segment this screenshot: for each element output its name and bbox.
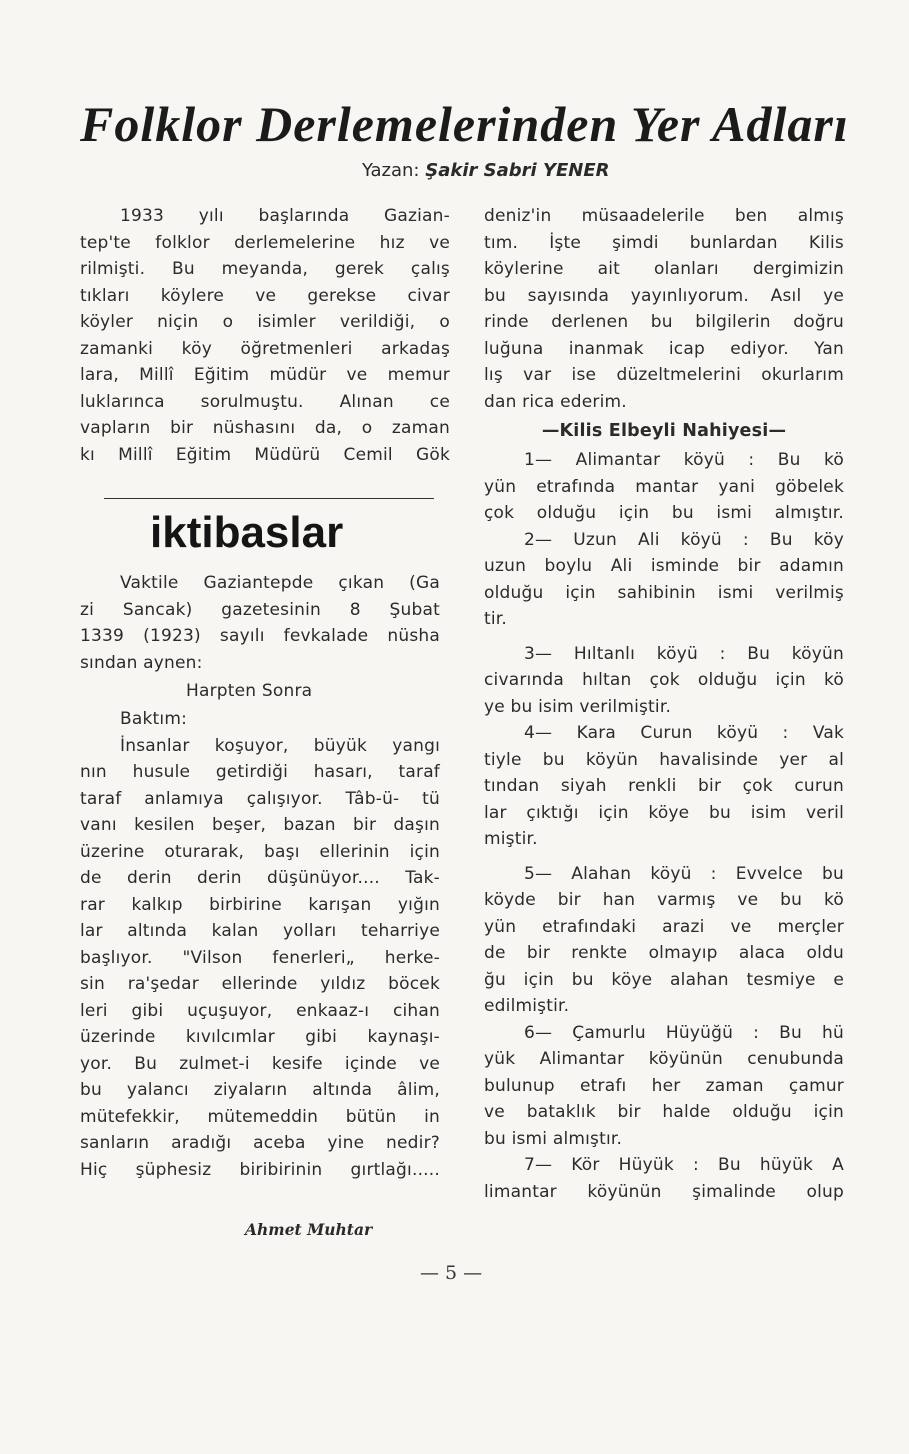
poem-line: nın husule getirdiği hasarı, taraf xyxy=(80,762,440,782)
entry-line: olduğu için sahibinin ismi verilmiş xyxy=(484,582,844,603)
poem-line: lar altında kalan yolları teharriye xyxy=(80,921,440,941)
poem-line: üzerinde kıvılcımlar gibi kaynaşı- xyxy=(80,1027,440,1047)
text-line: lış var ise düzeltmelerini okurlarım xyxy=(484,365,844,385)
poem-line: yor. Bu zulmet-i kesife içinde ve xyxy=(80,1053,440,1074)
entry-line: yük Alimantar köyünün cenubunda xyxy=(484,1049,844,1069)
entry-line: bulunup etrafı her zaman çamur xyxy=(484,1075,844,1096)
text-line: dan rica ederim. xyxy=(484,391,627,412)
poem-line: vanı kesilen beşer, bazan bir daşın xyxy=(80,815,440,835)
right-column xyxy=(484,203,844,1205)
entry-line: çok olduğu için bu ismi almıştır. xyxy=(484,503,844,523)
poem-line: Hiç şüphesiz biribirinin gırtlağı..... xyxy=(80,1159,440,1180)
byline-author: Şakir Sabri YENER xyxy=(425,160,610,181)
entry-line: limantar köyünün şimalinde olup xyxy=(484,1181,844,1202)
poem-line: rar kalkıp birbirine karışan yığın xyxy=(80,894,440,915)
text-line: luklarınca sorulmuştu. Alınan ce xyxy=(80,391,450,412)
left-column-quote xyxy=(80,570,440,1183)
entry-line: köyde bir han varmış ve bu kö xyxy=(484,890,844,910)
paragraph-gap xyxy=(484,853,844,861)
entry-line: 1— Alimantar köyü : Bu kö xyxy=(524,450,844,470)
section-heading: iktibaslar xyxy=(150,508,344,557)
byline xyxy=(362,160,610,181)
text-line: lara, Millî Eğitim müdür ve memur xyxy=(80,365,450,385)
poem-line: de derin derin düşünüyor.... Tak- xyxy=(80,868,440,888)
poem-line: sanların aradığı aceba yine nedir? xyxy=(80,1133,440,1153)
poem-line: mütefekkir, mütemeddin bütün in xyxy=(80,1106,440,1127)
entry-line: lar çıktığı için köye bu isim veril xyxy=(484,802,844,823)
left-column-intro xyxy=(80,203,450,468)
text-line: köylerine ait olanları dergimizin xyxy=(484,259,844,279)
article-title: Folklor Derlemelerinden Yer Adları xyxy=(80,96,849,152)
entry-line: tından siyah renkli bir çok curun xyxy=(484,776,844,796)
text-line: Vaktile Gaziantepde çıkan (Ga xyxy=(120,573,440,593)
text-line: zi Sancak) gazetesinin 8 Şubat xyxy=(80,599,440,620)
entry-line: tir. xyxy=(484,609,508,629)
text-line: sından aynen: xyxy=(80,652,203,673)
entry-line: uzun boylu Ali isminde bir adamın xyxy=(484,556,844,576)
entry-line: 2— Uzun Ali köyü : Bu köy xyxy=(524,529,844,550)
entry-line: 5— Alahan köyü : Evvelce bu xyxy=(524,863,844,884)
text-line: 1933 yılı başlarında Gazian- xyxy=(120,206,450,226)
text-line: bu sayısında yayınlıyorum. Asıl ye xyxy=(484,285,844,306)
entry-line: 3— Hıltanlı köyü : Bu köyün xyxy=(524,643,844,664)
page-number: — 5 — xyxy=(420,1262,483,1284)
entry-line: bu ismi almıştır. xyxy=(484,1128,623,1149)
poem-line: taraf anlamıya çalışıyor. Tâb-ü- tü xyxy=(80,788,440,809)
text-line: luğuna inanmak icap ediyor. Yan xyxy=(484,338,844,359)
entry-line: ye bu isim verilmiştir. xyxy=(484,696,672,717)
text-line: tım. İşte şimdi bunlardan Kilis xyxy=(484,232,844,253)
entry-line: 6— Çamurlu Hüyüğü : Bu hü xyxy=(524,1022,844,1043)
entry-line: ve bataklık bir halde olduğu için xyxy=(484,1102,844,1122)
entry-line: yün etrafındaki arazi ve merçler xyxy=(484,916,844,937)
text-line: tep'te folklor derlemelerine hız ve xyxy=(80,232,450,253)
poem-line: bu yalancı ziyaların altında âlim, xyxy=(80,1080,440,1100)
poem-line: sin ra'şedar ellerinde yıldız böcek xyxy=(80,974,440,994)
byline-prefix: Yazan: xyxy=(362,160,420,181)
poem-line: İnsanlar koşuyor, büyük yangı xyxy=(120,735,440,756)
poem-line: üzerine oturarak, başı ellerinin için xyxy=(80,841,440,862)
section-divider xyxy=(104,498,434,499)
entry-line: miştir. xyxy=(484,829,538,849)
text-line: zamanki köy öğretmenleri arkadaş xyxy=(80,338,450,359)
text-line: 1339 (1923) sayılı fevkalade nüsha xyxy=(80,626,440,646)
entry-line: ğu için bu köye alahan tesmiye e xyxy=(484,969,844,990)
text-line: vapların bir nüshasını da, o zaman xyxy=(80,418,450,438)
poem-line: leri gibi uçuşuyor, enkaaz-ı cihan xyxy=(80,1000,440,1021)
subheading-kilis-elbeyli: —Kilis Elbeyli Nahiyesi— xyxy=(541,421,787,441)
text-line: tıkları köylere ve gerekse civar xyxy=(80,285,450,306)
text-line: deniz'in müsaadelerile ben almış xyxy=(484,206,844,226)
text-line: rilmişti. Bu meyanda, gerek çalış xyxy=(80,259,450,279)
entry-line: edilmiştir. xyxy=(484,996,570,1016)
entry-line: yün etrafında mantar yani göbelek xyxy=(484,476,844,497)
poem-author: Ahmet Muhtar xyxy=(245,1220,373,1239)
entry-line: 7— Kör Hüyük : Bu hüyük A xyxy=(524,1155,844,1175)
poem-line: başlıyor. "Vilson fenerleri„ herke- xyxy=(80,947,440,968)
poem-first-line: Baktım: xyxy=(120,709,188,729)
entry-line: civarında hıltan çok olduğu için kö xyxy=(484,670,844,690)
text-line: kı Millî Eğitim Müdürü Cemil Gök xyxy=(80,444,450,465)
entry-line: 4— Kara Curun köyü : Vak xyxy=(524,723,844,743)
poem-title: Harpten Sonra xyxy=(186,681,313,701)
entry-line: de bir renkte olmayıp alaca oldu xyxy=(484,943,844,963)
text-line: köyler niçin o isimler verildiği, o xyxy=(80,312,450,332)
paragraph-gap xyxy=(484,633,844,641)
text-line: rinde derlenen bu bilgilerin doğru xyxy=(484,312,844,332)
entry-line: tiyle bu köyün havalisinde yer al xyxy=(484,749,844,770)
